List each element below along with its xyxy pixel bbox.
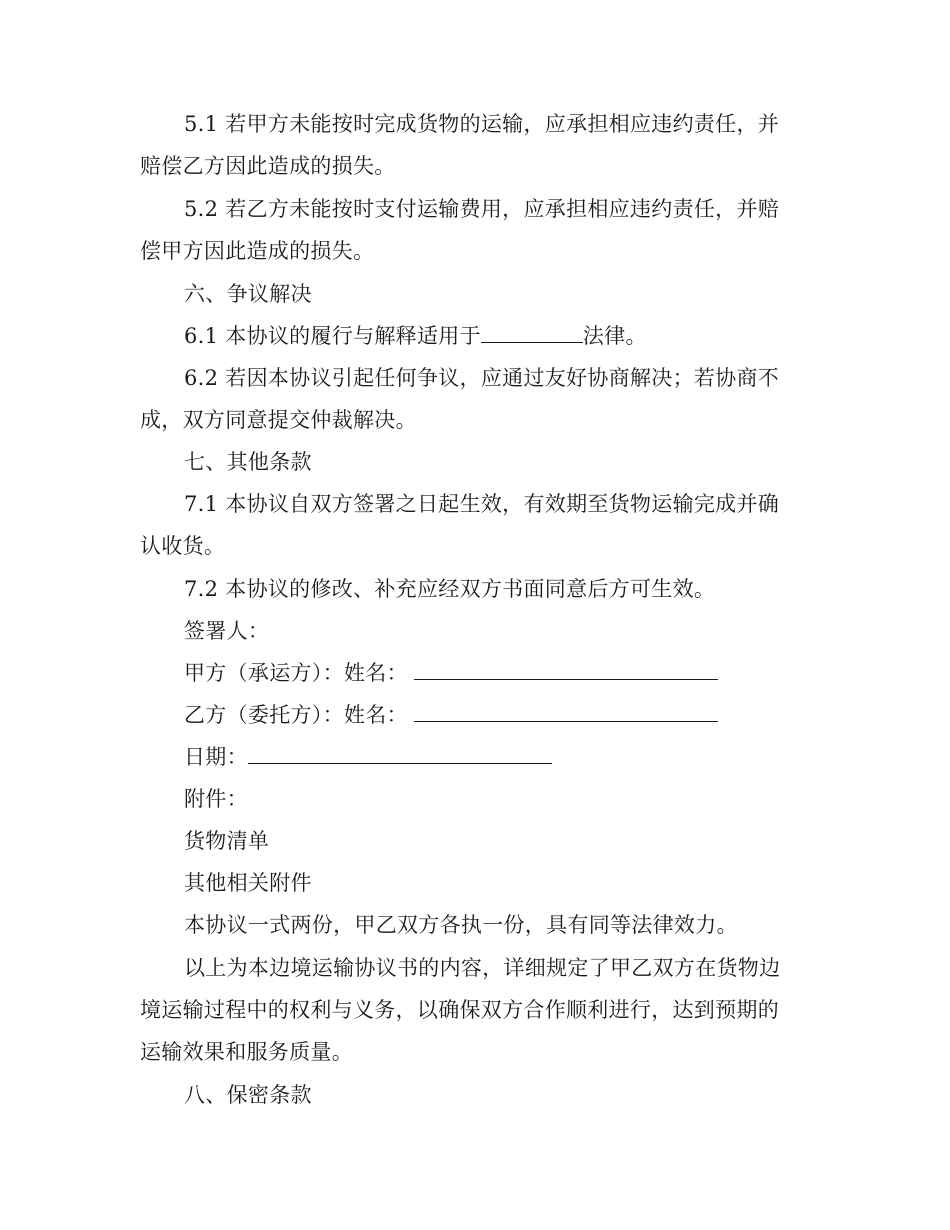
clause-7-2: 7.2 本协议的修改、补充应经双方书面同意后方可生效。 [184,577,716,601]
summary-line-1: 以上为本边境运输协议书的内容，详细规定了甲乙双方在货物边 [184,956,781,980]
summary-line-2: 境运输过程中的权利与义务，以确保双方合作顺利进行，达到预期的 [140,998,779,1022]
clause-6-1-prefix: 6.1 本协议的履行与解释适用于 [184,324,481,348]
party-a-label: 甲方（承运方）：姓名： [184,661,408,685]
clause-5-2-line-2: 偿甲方因此造成的损失。 [140,239,375,263]
party-a-name-blank [414,659,718,680]
attachment-item-2: 其他相关附件 [184,871,312,895]
section-8-heading: 八、保密条款 [184,1083,312,1107]
clause-6-1-suffix: 法律。 [582,324,647,348]
clause-7-1-line-2: 认收货。 [140,534,226,558]
clause-5-2-line-1: 5.2 若乙方未能按时支付运输费用，应承担相应违约责任，并赔 [184,197,780,221]
date-line [184,743,552,771]
clause-6-2-line-1: 6.2 若因本协议引起任何争议，应通过友好协商解决；若协商不 [184,366,780,390]
clause-7-1-line-1: 7.1 本协议自双方签署之日起生效，有效期至货物运输完成并确 [184,492,780,516]
attachment-item-1: 货物清单 [184,829,270,853]
date-blank [248,743,552,764]
clause-6-1 [184,322,647,350]
clause-5-1-line-1: 5.1 若甲方未能按时完成货物的运输，应承担相应违约责任，并 [184,112,780,136]
section-7-heading: 七、其他条款 [184,450,312,474]
copies-statement: 本协议一式两份，甲乙双方各执一份，具有同等法律效力。 [184,913,738,937]
date-label: 日期： [184,745,248,769]
signatories-label: 签署人： [184,619,270,643]
attachments-label: 附件： [184,787,248,811]
section-6-heading: 六、争议解决 [184,282,312,306]
summary-line-3: 运输效果和服务质量。 [140,1040,353,1064]
governing-law-blank [481,322,583,343]
clause-5-1-line-2: 赔偿乙方因此造成的损失。 [140,154,396,178]
party-b-label: 乙方（委托方）：姓名： [184,703,408,727]
clause-6-2-line-2: 成，双方同意提交仲裁解决。 [140,408,417,432]
party-b-signature-line [184,701,718,729]
party-b-name-blank [414,701,718,722]
party-a-signature-line [184,659,718,687]
